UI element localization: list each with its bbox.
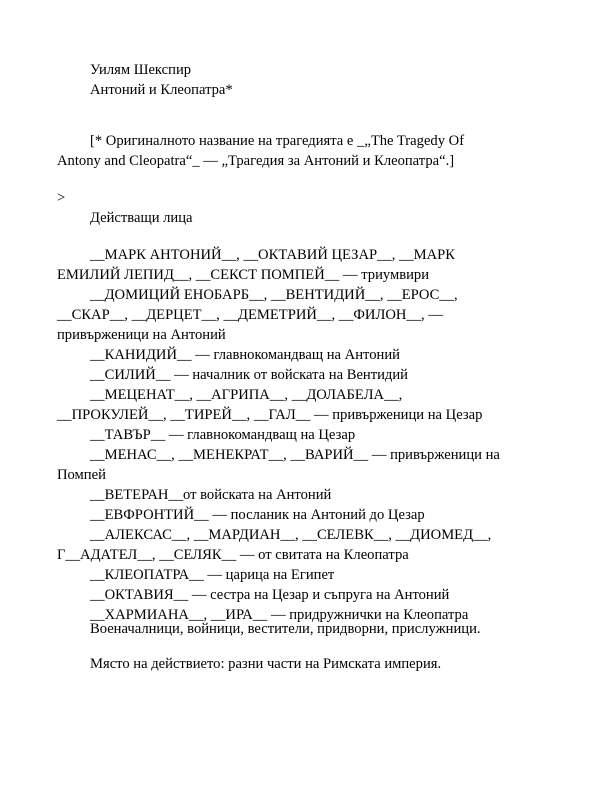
footnote-line-1: [* Оригиналното название на трагедията е _„The Tragedy Of [90, 133, 465, 149]
cast-entry-line: __КЛЕОПАТРА__ — царица на Египет [90, 567, 335, 583]
setting-block [57, 654, 529, 674]
cast-heading: Действащи лица [90, 210, 193, 226]
cast-entry-line: ЕМИЛИЙ ЛЕПИД__, __СЕКСТ ПОМПЕЙ__ — триумвири [57, 267, 430, 283]
cast-entry-line: __МЕНАС__, __МЕНЕКРАТ__, __ВАРИЙ__ — привърженици на [90, 447, 500, 463]
cast-list [57, 245, 529, 625]
cast-entry-line: __ПРОКУЛЕЙ__, __ТИРЕЙ__, __ГАЛ__ — привърженици на Цезар [57, 407, 483, 423]
cast-entry-line: __КАНИДИЙ__ — главнокомандващ на Антоний [90, 347, 400, 363]
cast-entry-line: привърженици на Антоний [57, 327, 226, 343]
extras-line: Военачалници, войници, вестители, придворни, прислужници. [90, 621, 481, 637]
cast-entry-line: __АЛЕКСАС__, __МАРДИАН__, __СЕЛЕВК__, __ДИОМЕД__, [90, 527, 492, 543]
author-name: Уилям Шекспир [90, 62, 192, 78]
marker-block [57, 188, 529, 228]
cast-entry-line: __ВЕТЕРАН__от войската на Антоний [90, 487, 332, 503]
footnote-block [57, 131, 529, 171]
play-title: Антоний и Клеопатра* [90, 82, 233, 98]
cast-entry-line: __МЕЦЕНАТ__, __АГРИПА__, __ДОЛАБЕЛА__, [90, 387, 403, 403]
cast-entry-line: __СКАР__, __ДЕРЦЕТ__, __ДЕМЕТРИЙ__, __ФИЛОН__, — [57, 307, 443, 323]
cast-entry-line: __ТАВЪР__ — главнокомандващ на Цезар [90, 427, 356, 443]
header-block [57, 60, 529, 100]
cast-entry-line: __ДОМИЦИЙ ЕНОБАРБ__, __ВЕНТИДИЙ__, __ЕРОС__, [90, 287, 458, 303]
cast-entry-line: Г__АДАТЕЛ__, __СЕЛЯК__ — от свитата на Клеопатра [57, 547, 409, 563]
cast-entry-line: Помпей [57, 467, 106, 483]
cast-entry-line: __ОКТАВИЯ__ — сестра на Цезар и съпруга на Антоний [90, 587, 450, 603]
cast-entry-line: __ЕВФРОНТИЙ__ — посланик на Антоний до Цезар [90, 507, 425, 523]
cast-entry-line: __МАРК АНТОНИЙ__, __ОКТАВИЙ ЦЕЗАР__, __МАРК [90, 247, 455, 263]
setting-line: Място на действието: разни части на Римската империя. [90, 656, 442, 672]
quote-marker: > [57, 190, 66, 206]
extras-block [57, 619, 529, 639]
cast-entry-line: __ХАРМИАНА__, __ИРА__ — придружнички на Клеопатра [90, 607, 469, 623]
footnote-line-2: Antony and Cleopatra“_ — „Трагедия за Антоний и Клеопатра“.] [57, 153, 455, 169]
cast-entry-line: __СИЛИЙ__ — началник от войската на Вентидий [90, 367, 408, 383]
